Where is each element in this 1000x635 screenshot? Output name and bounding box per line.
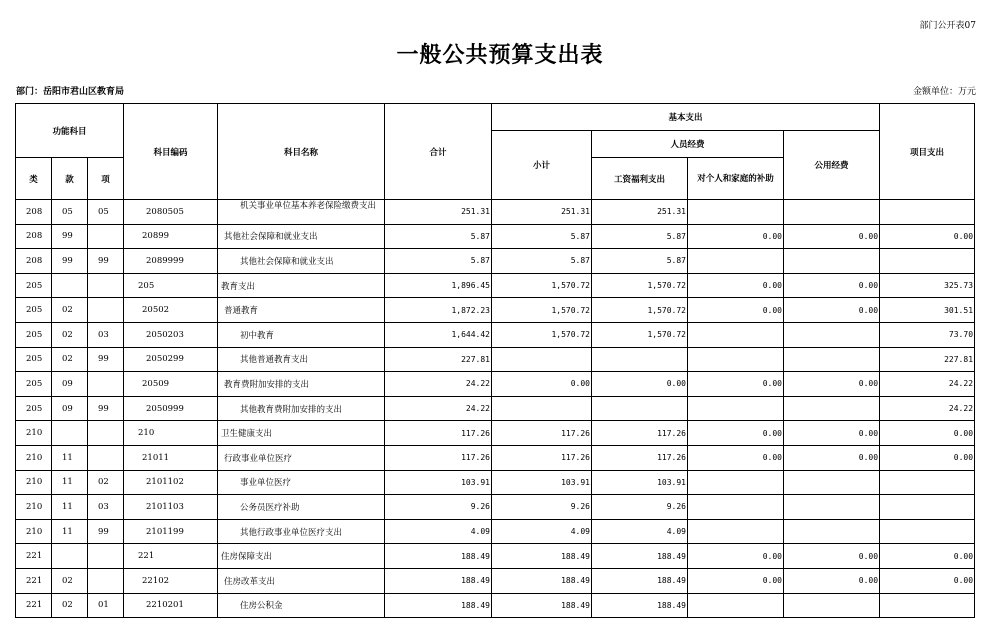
cell-total: 227.81 bbox=[385, 347, 492, 372]
cell-wages: 188.49 bbox=[592, 568, 688, 593]
cell-xiang: 99 bbox=[88, 519, 124, 544]
cell-code: 2050203 bbox=[124, 322, 218, 347]
header-total: 合计 bbox=[385, 104, 492, 200]
cell-project bbox=[880, 249, 975, 274]
table-row bbox=[16, 273, 975, 298]
cell-lei: 221 bbox=[16, 544, 52, 569]
cell-xiang bbox=[88, 298, 124, 323]
cell-lei: 221 bbox=[16, 593, 52, 618]
cell-subsidy: 0.00 bbox=[688, 298, 784, 323]
cell-lei: 205 bbox=[16, 298, 52, 323]
cell-wages: 1,570.72 bbox=[592, 273, 688, 298]
cell-total: 24.22 bbox=[385, 396, 492, 421]
cell-public: 0.00 bbox=[784, 372, 880, 397]
cell-subtotal: 251.31 bbox=[492, 200, 592, 225]
cell-public bbox=[784, 519, 880, 544]
table-row bbox=[16, 396, 975, 421]
cell-project: 0.00 bbox=[880, 421, 975, 446]
cell-kuan: 02 bbox=[52, 568, 88, 593]
table-row bbox=[16, 298, 975, 323]
cell-project: 73.70 bbox=[880, 322, 975, 347]
cell-wages: 0.00 bbox=[592, 372, 688, 397]
cell-project: 325.73 bbox=[880, 273, 975, 298]
cell-public bbox=[784, 593, 880, 618]
cell-total: 4.09 bbox=[385, 519, 492, 544]
cell-code: 2101103 bbox=[124, 495, 218, 520]
cell-lei: 210 bbox=[16, 519, 52, 544]
table-row bbox=[16, 544, 975, 569]
cell-name: 卫生健康支出 bbox=[218, 421, 385, 446]
cell-total: 1,872.23 bbox=[385, 298, 492, 323]
cell-subsidy bbox=[688, 249, 784, 274]
cell-subtotal: 5.87 bbox=[492, 249, 592, 274]
table-row bbox=[16, 421, 975, 446]
cell-name: 事业单位医疗 bbox=[218, 470, 385, 495]
cell-subtotal: 1,570.72 bbox=[492, 322, 592, 347]
cell-project: 0.00 bbox=[880, 568, 975, 593]
cell-xiang: 02 bbox=[88, 470, 124, 495]
cell-xiang bbox=[88, 372, 124, 397]
cell-subtotal bbox=[492, 396, 592, 421]
cell-wages: 188.49 bbox=[592, 544, 688, 569]
table-row bbox=[16, 224, 975, 249]
cell-public bbox=[784, 200, 880, 225]
cell-name: 住房公积金 bbox=[218, 593, 385, 618]
cell-total: 9.26 bbox=[385, 495, 492, 520]
cell-name: 住房保障支出 bbox=[218, 544, 385, 569]
cell-kuan: 99 bbox=[52, 249, 88, 274]
header-basic: 基本支出 bbox=[492, 104, 880, 131]
cell-lei: 205 bbox=[16, 322, 52, 347]
cell-name: 机关事业单位基本养老保险缴费支出 bbox=[218, 200, 385, 225]
cell-subsidy: 0.00 bbox=[688, 568, 784, 593]
cell-public: 0.00 bbox=[784, 568, 880, 593]
cell-project bbox=[880, 495, 975, 520]
cell-subsidy: 0.00 bbox=[688, 544, 784, 569]
cell-lei: 208 bbox=[16, 224, 52, 249]
cell-public: 0.00 bbox=[784, 421, 880, 446]
cell-kuan: 99 bbox=[52, 224, 88, 249]
cell-lei: 205 bbox=[16, 372, 52, 397]
header-kuan: 款 bbox=[52, 158, 88, 200]
cell-project: 0.00 bbox=[880, 224, 975, 249]
cell-subsidy: 0.00 bbox=[688, 421, 784, 446]
cell-subtotal bbox=[492, 347, 592, 372]
cell-xiang: 03 bbox=[88, 495, 124, 520]
cell-subtotal: 188.49 bbox=[492, 544, 592, 569]
cell-kuan bbox=[52, 273, 88, 298]
cell-code: 2050299 bbox=[124, 347, 218, 372]
table-row bbox=[16, 593, 975, 618]
cell-code: 2101199 bbox=[124, 519, 218, 544]
cell-kuan: 02 bbox=[52, 593, 88, 618]
cell-xiang bbox=[88, 273, 124, 298]
cell-subsidy: 0.00 bbox=[688, 445, 784, 470]
cell-subsidy bbox=[688, 200, 784, 225]
cell-project bbox=[880, 470, 975, 495]
cell-subtotal: 9.26 bbox=[492, 495, 592, 520]
cell-code: 20502 bbox=[124, 298, 218, 323]
header-xiang: 项 bbox=[88, 158, 124, 200]
header-name: 科目名称 bbox=[218, 104, 385, 200]
cell-subsidy bbox=[688, 519, 784, 544]
cell-subtotal: 1,570.72 bbox=[492, 273, 592, 298]
cell-subtotal: 103.91 bbox=[492, 470, 592, 495]
cell-public bbox=[784, 347, 880, 372]
budget-expenditure-table bbox=[15, 103, 975, 618]
cell-project bbox=[880, 593, 975, 618]
cell-name: 住房改革支出 bbox=[218, 568, 385, 593]
cell-xiang: 01 bbox=[88, 593, 124, 618]
cell-public bbox=[784, 396, 880, 421]
cell-total: 103.91 bbox=[385, 470, 492, 495]
cell-lei: 208 bbox=[16, 249, 52, 274]
cell-code: 2080505 bbox=[124, 200, 218, 225]
cell-xiang bbox=[88, 445, 124, 470]
table-row bbox=[16, 372, 975, 397]
cell-project: 24.22 bbox=[880, 396, 975, 421]
table-row bbox=[16, 568, 975, 593]
cell-xiang: 99 bbox=[88, 347, 124, 372]
cell-name: 其他普通教育支出 bbox=[218, 347, 385, 372]
cell-name: 行政事业单位医疗 bbox=[218, 445, 385, 470]
cell-name: 公务员医疗补助 bbox=[218, 495, 385, 520]
cell-name: 初中教育 bbox=[218, 322, 385, 347]
cell-lei: 205 bbox=[16, 273, 52, 298]
cell-total: 117.26 bbox=[385, 445, 492, 470]
header-public: 公用经费 bbox=[784, 131, 880, 200]
header-code: 科目编码 bbox=[124, 104, 218, 200]
cell-kuan: 02 bbox=[52, 298, 88, 323]
cell-name: 普通教育 bbox=[218, 298, 385, 323]
cell-code: 2089999 bbox=[124, 249, 218, 274]
cell-wages: 117.26 bbox=[592, 421, 688, 446]
cell-wages: 117.26 bbox=[592, 445, 688, 470]
cell-wages: 188.49 bbox=[592, 593, 688, 618]
cell-lei: 221 bbox=[16, 568, 52, 593]
cell-lei: 210 bbox=[16, 445, 52, 470]
cell-project bbox=[880, 519, 975, 544]
cell-lei: 208 bbox=[16, 200, 52, 225]
cell-project: 24.22 bbox=[880, 372, 975, 397]
cell-code: 22102 bbox=[124, 568, 218, 593]
cell-subtotal: 117.26 bbox=[492, 421, 592, 446]
cell-total: 1,644.42 bbox=[385, 322, 492, 347]
cell-total: 5.87 bbox=[385, 249, 492, 274]
header-subsidy: 对个人和家庭的补助 bbox=[688, 158, 784, 200]
table-row bbox=[16, 249, 975, 274]
cell-total: 5.87 bbox=[385, 224, 492, 249]
cell-subsidy: 0.00 bbox=[688, 273, 784, 298]
cell-wages: 4.09 bbox=[592, 519, 688, 544]
cell-subsidy bbox=[688, 470, 784, 495]
table-body bbox=[16, 200, 975, 618]
cell-subsidy bbox=[688, 593, 784, 618]
table-row bbox=[16, 200, 975, 225]
cell-wages: 9.26 bbox=[592, 495, 688, 520]
cell-code: 20899 bbox=[124, 224, 218, 249]
cell-kuan: 11 bbox=[52, 495, 88, 520]
cell-project: 0.00 bbox=[880, 544, 975, 569]
cell-code: 210 bbox=[124, 421, 218, 446]
cell-subtotal: 1,570.72 bbox=[492, 298, 592, 323]
cell-subtotal: 0.00 bbox=[492, 372, 592, 397]
cell-subsidy bbox=[688, 495, 784, 520]
cell-name: 其他教育费附加安排的支出 bbox=[218, 396, 385, 421]
cell-subsidy bbox=[688, 322, 784, 347]
cell-project bbox=[880, 200, 975, 225]
cell-code: 21011 bbox=[124, 445, 218, 470]
cell-name: 教育费附加安排的支出 bbox=[218, 372, 385, 397]
cell-public: 0.00 bbox=[784, 298, 880, 323]
cell-xiang: 99 bbox=[88, 249, 124, 274]
cell-total: 1,896.45 bbox=[385, 273, 492, 298]
cell-kuan: 02 bbox=[52, 322, 88, 347]
cell-kuan: 11 bbox=[52, 470, 88, 495]
cell-code: 20509 bbox=[124, 372, 218, 397]
cell-xiang bbox=[88, 421, 124, 446]
cell-public bbox=[784, 249, 880, 274]
department-label: 部门：岳阳市君山区教育局 bbox=[16, 87, 125, 97]
cell-name: 其他社会保障和就业支出 bbox=[218, 249, 385, 274]
header-lei: 类 bbox=[16, 158, 52, 200]
cell-subsidy bbox=[688, 396, 784, 421]
cell-subtotal: 188.49 bbox=[492, 593, 592, 618]
cell-lei: 210 bbox=[16, 495, 52, 520]
cell-name: 其他行政事业单位医疗支出 bbox=[218, 519, 385, 544]
form-number: 部门公开表07 bbox=[919, 21, 976, 31]
cell-kuan: 11 bbox=[52, 445, 88, 470]
cell-xiang: 05 bbox=[88, 200, 124, 225]
cell-wages: 5.87 bbox=[592, 249, 688, 274]
cell-total: 251.31 bbox=[385, 200, 492, 225]
cell-project: 0.00 bbox=[880, 445, 975, 470]
cell-xiang bbox=[88, 568, 124, 593]
cell-wages: 1,570.72 bbox=[592, 298, 688, 323]
cell-code: 205 bbox=[124, 273, 218, 298]
cell-wages: 103.91 bbox=[592, 470, 688, 495]
cell-public: 0.00 bbox=[784, 273, 880, 298]
table-row bbox=[16, 445, 975, 470]
page-title: 一般公共预算支出表 bbox=[396, 43, 604, 68]
cell-name: 其他社会保障和就业支出 bbox=[218, 224, 385, 249]
cell-kuan: 02 bbox=[52, 347, 88, 372]
cell-public bbox=[784, 322, 880, 347]
table-row bbox=[16, 495, 975, 520]
cell-wages: 1,570.72 bbox=[592, 322, 688, 347]
cell-wages: 5.87 bbox=[592, 224, 688, 249]
cell-total: 117.26 bbox=[385, 421, 492, 446]
cell-kuan: 09 bbox=[52, 372, 88, 397]
cell-public bbox=[784, 495, 880, 520]
header-func-subject: 功能科目 bbox=[16, 104, 124, 158]
cell-public: 0.00 bbox=[784, 224, 880, 249]
cell-subsidy: 0.00 bbox=[688, 372, 784, 397]
cell-code: 221 bbox=[124, 544, 218, 569]
cell-name: 教育支出 bbox=[218, 273, 385, 298]
cell-code: 2210201 bbox=[124, 593, 218, 618]
cell-public: 0.00 bbox=[784, 544, 880, 569]
cell-total: 188.49 bbox=[385, 544, 492, 569]
cell-kuan bbox=[52, 421, 88, 446]
cell-lei: 210 bbox=[16, 421, 52, 446]
cell-subtotal: 117.26 bbox=[492, 445, 592, 470]
cell-total: 24.22 bbox=[385, 372, 492, 397]
cell-kuan: 09 bbox=[52, 396, 88, 421]
header-project: 项目支出 bbox=[880, 104, 975, 200]
header-personnel: 人员经费 bbox=[592, 131, 784, 158]
cell-kuan bbox=[52, 544, 88, 569]
header-wages: 工资福利支出 bbox=[592, 158, 688, 200]
cell-subsidy bbox=[688, 347, 784, 372]
cell-wages bbox=[592, 396, 688, 421]
cell-wages: 251.31 bbox=[592, 200, 688, 225]
cell-code: 2050999 bbox=[124, 396, 218, 421]
table-row bbox=[16, 519, 975, 544]
amount-unit-label: 金额单位：万元 bbox=[912, 87, 976, 97]
cell-xiang: 99 bbox=[88, 396, 124, 421]
cell-wages bbox=[592, 347, 688, 372]
cell-project: 301.51 bbox=[880, 298, 975, 323]
table-row bbox=[16, 322, 975, 347]
cell-total: 188.49 bbox=[385, 593, 492, 618]
cell-xiang: 03 bbox=[88, 322, 124, 347]
cell-xiang bbox=[88, 544, 124, 569]
table-row bbox=[16, 347, 975, 372]
cell-lei: 210 bbox=[16, 470, 52, 495]
cell-subtotal: 5.87 bbox=[492, 224, 592, 249]
cell-public: 0.00 bbox=[784, 445, 880, 470]
cell-subtotal: 188.49 bbox=[492, 568, 592, 593]
table-row bbox=[16, 470, 975, 495]
cell-code: 2101102 bbox=[124, 470, 218, 495]
cell-public bbox=[784, 470, 880, 495]
cell-kuan: 11 bbox=[52, 519, 88, 544]
header-subtotal: 小计 bbox=[492, 131, 592, 200]
cell-lei: 205 bbox=[16, 347, 52, 372]
cell-lei: 205 bbox=[16, 396, 52, 421]
cell-kuan: 05 bbox=[52, 200, 88, 225]
cell-subtotal: 4.09 bbox=[492, 519, 592, 544]
cell-project: 227.81 bbox=[880, 347, 975, 372]
cell-xiang bbox=[88, 224, 124, 249]
cell-total: 188.49 bbox=[385, 568, 492, 593]
cell-subsidy: 0.00 bbox=[688, 224, 784, 249]
